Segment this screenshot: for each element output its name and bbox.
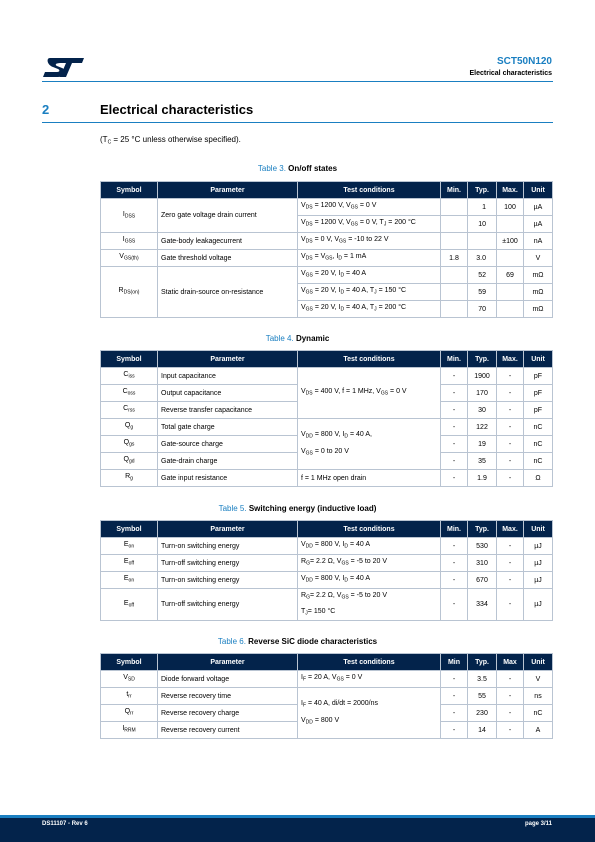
column-header: Unit — [524, 654, 553, 671]
typ-cell: 122 — [468, 419, 497, 436]
symbol-cell: $Q_{gd}$ — [101, 453, 158, 470]
typ-cell: 30 — [468, 402, 497, 419]
unit-cell: mΩ — [524, 267, 553, 284]
typ-cell: 1.9 — [468, 470, 497, 487]
min-cell: - — [441, 419, 468, 436]
unit-cell: µJ — [524, 538, 553, 555]
min-cell — [441, 301, 468, 318]
symbol-cell: $C_{oss}$ — [101, 385, 158, 402]
unit-cell: nC — [524, 453, 553, 470]
header-divider — [42, 81, 553, 82]
column-header: Parameter — [158, 521, 298, 538]
parameter-cell: Gate threshold voltage — [158, 250, 298, 267]
unit-cell: nA — [524, 233, 553, 250]
column-header: Symbol — [101, 182, 158, 199]
max-cell: - — [497, 402, 524, 419]
parameter-cell: Reverse recovery charge — [158, 705, 298, 722]
parameter-cell: Diode forward voltage — [158, 671, 298, 688]
min-cell — [441, 284, 468, 301]
parameter-cell: Turn-on switching energy — [158, 538, 298, 555]
unit-cell: µJ — [524, 572, 553, 589]
parameter-cell: Static drain-source on-resistance — [158, 267, 298, 318]
max-cell: - — [497, 722, 524, 739]
max-cell — [497, 250, 524, 267]
table-6-number: Table 6. — [217, 637, 246, 646]
section-divider — [42, 122, 553, 123]
column-header: Max. — [497, 521, 524, 538]
min-cell: - — [441, 436, 468, 453]
typ-cell: 35 — [468, 453, 497, 470]
max-cell: - — [497, 470, 524, 487]
column-header: Symbol — [101, 521, 158, 538]
min-cell — [441, 267, 468, 284]
footer-page-number: page 3/11 — [524, 821, 552, 827]
typ-cell: 59 — [468, 284, 497, 301]
table-row — [101, 233, 553, 250]
section-number: 2 — [42, 102, 50, 117]
table-dynamic — [100, 350, 553, 487]
parameter-cell: Reverse recovery time — [158, 688, 298, 705]
parameter-cell: Reverse transfer capacitance — [158, 402, 298, 419]
document-part-number: SCT50N120 — [496, 56, 552, 67]
column-header: Typ. — [468, 521, 497, 538]
min-cell: - — [441, 402, 468, 419]
symbol-cell: $R_g$ — [101, 470, 158, 487]
unit-cell: V — [524, 250, 553, 267]
table-row — [101, 267, 553, 284]
table-4-title: Dynamic — [295, 334, 330, 343]
max-cell — [497, 284, 524, 301]
test-conditions-cell: $V_{GS} = 20$ V, $I_D = 40$ A, $T_J = 200$ °C — [298, 301, 441, 318]
symbol-cell: $I_{RRM}$ — [101, 722, 158, 739]
unit-cell: nC — [524, 436, 553, 453]
symbol-cell: $Q_{gs}$ — [101, 436, 158, 453]
min-cell — [441, 216, 468, 233]
typ-cell: 670 — [468, 572, 497, 589]
header-section-name: Electrical characteristics — [469, 70, 552, 77]
table-row — [101, 589, 553, 621]
min-cell: - — [441, 368, 468, 385]
min-cell: - — [441, 722, 468, 739]
typ-cell: 52 — [468, 267, 497, 284]
min-cell: - — [441, 572, 468, 589]
table-row — [101, 470, 553, 487]
typ-cell: 1900 — [468, 368, 497, 385]
max-cell: 100 — [497, 199, 524, 216]
unit-cell: ns — [524, 688, 553, 705]
unit-cell: pF — [524, 402, 553, 419]
max-cell: - — [497, 419, 524, 436]
test-conditions-cell: $I_F = 20$ A, $V_{GS} = 0$ V — [298, 671, 441, 688]
parameter-cell: Gate-source charge — [158, 436, 298, 453]
test-conditions-cell: $V_{GS} = 20$ V, $I_D = 40$ A, $T_J = 150$ °C — [298, 284, 441, 301]
column-header: Parameter — [158, 351, 298, 368]
column-header: Unit — [524, 351, 553, 368]
column-header: Symbol — [101, 351, 158, 368]
parameter-cell: Total gate charge — [158, 419, 298, 436]
max-cell: - — [497, 572, 524, 589]
symbol-cell: $E_{off}$ — [101, 555, 158, 572]
table-row — [101, 572, 553, 589]
min-cell: - — [441, 385, 468, 402]
min-cell: - — [441, 555, 468, 572]
typ-cell: 19 — [468, 436, 497, 453]
typ-cell: 1 — [468, 199, 497, 216]
section-title: Electrical characteristics — [100, 102, 254, 117]
test-conditions-cell: $V_{DS} = V_{GS}$, $I_D = 1$ mA — [298, 250, 441, 267]
test-conditions-cell: $R_G= 2.2$ Ω, $V_{GS} = -5$ to 20 V $T_J= 150$ °C — [298, 589, 441, 621]
test-conditions-cell: $V_{DS} = 0$ V, $V_{GS} = -10$ to 22 V — [298, 233, 441, 250]
unit-cell: µJ — [524, 589, 553, 621]
parameter-cell: Turn-on switching energy — [158, 572, 298, 589]
table-6-caption — [0, 637, 595, 646]
test-conditions-cell: $V_{GS} = 20$ V, $I_D = 40$ A — [298, 267, 441, 284]
column-header: Max. — [497, 351, 524, 368]
min-cell: - — [441, 470, 468, 487]
test-conditions-cell: $V_{DS} = 400$ V, f = 1 MHz, $V_{GS} = 0$ V — [298, 368, 441, 419]
max-cell: - — [497, 453, 524, 470]
max-cell: ±100 — [497, 233, 524, 250]
symbol-cell: $t_{rr}$ — [101, 688, 158, 705]
column-header: Min. — [441, 351, 468, 368]
symbol-cell: $C_{rss}$ — [101, 402, 158, 419]
typ-cell: 10 — [468, 216, 497, 233]
table-3-title: On/off states — [288, 164, 338, 173]
test-conditions-cell: $R_G= 2.2$ Ω, $V_{GS} = -5$ to 20 V — [298, 555, 441, 572]
typ-cell: 310 — [468, 555, 497, 572]
parameter-cell: Turn-off switching energy — [158, 555, 298, 572]
typ-cell: 230 — [468, 705, 497, 722]
unit-cell: pF — [524, 368, 553, 385]
table-reverse-diode — [100, 653, 553, 739]
column-header: Test conditions — [298, 351, 441, 368]
table-5-caption — [0, 504, 595, 513]
column-header: Test conditions — [298, 521, 441, 538]
min-cell: - — [441, 705, 468, 722]
max-cell: - — [497, 671, 524, 688]
table-row — [101, 368, 553, 385]
parameter-cell: Gate-body leakagecurrent — [158, 233, 298, 250]
parameter-cell: Zero gate voltage drain current — [158, 199, 298, 233]
parameter-cell: Gate-drain charge — [158, 453, 298, 470]
parameter-cell: Input capacitance — [158, 368, 298, 385]
table-row — [101, 555, 553, 572]
max-cell: - — [497, 385, 524, 402]
column-header: Min — [441, 654, 468, 671]
max-cell: - — [497, 589, 524, 621]
symbol-cell: $E_{on}$ — [101, 538, 158, 555]
st-logo-icon — [42, 56, 86, 78]
table-4-caption — [0, 334, 595, 343]
unit-cell: Ω — [524, 470, 553, 487]
max-cell: - — [497, 436, 524, 453]
unit-cell: nC — [524, 419, 553, 436]
unit-cell: nC — [524, 705, 553, 722]
symbol-cell: $R_{DS(on)}$ — [101, 267, 158, 318]
symbol-cell: $V_{SD}$ — [101, 671, 158, 688]
column-header: Parameter — [158, 182, 298, 199]
symbol-cell: $V_{GS(th)}$ — [101, 250, 158, 267]
test-conditions-cell: $V_{DD} = 800$ V, $I_D = 40$ A, $V_{GS} = 0$ to 20 V — [298, 419, 441, 470]
min-cell — [441, 199, 468, 216]
symbol-cell: $E_{on}$ — [101, 572, 158, 589]
typ-cell: 530 — [468, 538, 497, 555]
symbol-cell: $Q_g$ — [101, 419, 158, 436]
typ-cell: 55 — [468, 688, 497, 705]
min-cell: - — [441, 453, 468, 470]
typ-cell: 3.0 — [468, 250, 497, 267]
column-header: Test conditions — [298, 654, 441, 671]
min-cell — [441, 233, 468, 250]
min-cell: - — [441, 538, 468, 555]
parameter-cell: Gate input resistance — [158, 470, 298, 487]
table-row — [101, 419, 553, 436]
test-conditions-cell: $V_{DS} = 1200$ V, $V_{GS} = 0$ V — [298, 199, 441, 216]
typ-cell — [468, 233, 497, 250]
parameter-cell: Turn-off switching energy — [158, 589, 298, 621]
test-conditions-cell: $V_{DD} = 800$ V, $I_D = 40$ A — [298, 572, 441, 589]
table-row — [101, 199, 553, 216]
min-cell: 1.8 — [441, 250, 468, 267]
max-cell: - — [497, 538, 524, 555]
max-cell: - — [497, 705, 524, 722]
table-on-off-states — [100, 181, 553, 318]
max-cell: - — [497, 555, 524, 572]
parameter-cell: Reverse recovery current — [158, 722, 298, 739]
footer-document-id: DS11107 - Rev 6 — [42, 821, 88, 827]
unit-cell: A — [524, 722, 553, 739]
table-switching-energy — [100, 520, 553, 621]
column-header: Parameter — [158, 654, 298, 671]
max-cell: - — [497, 688, 524, 705]
test-conditions-cell: $I_F = 40$ A, di/dt = 2000/ns $V_{DD} = 800$ V — [298, 688, 441, 739]
symbol-cell: $E_{off}$ — [101, 589, 158, 621]
unit-cell: mΩ — [524, 284, 553, 301]
column-header: Unit — [524, 182, 553, 199]
footer-bar — [0, 818, 595, 842]
column-header: Typ. — [468, 351, 497, 368]
symbol-cell: $I_{DSS}$ — [101, 199, 158, 233]
symbol-cell: $I_{GSS}$ — [101, 233, 158, 250]
table-row — [101, 688, 553, 705]
unit-cell: µA — [524, 199, 553, 216]
typ-cell: 334 — [468, 589, 497, 621]
table-5-number: Table 5. — [218, 504, 247, 513]
column-header: Max. — [497, 182, 524, 199]
unit-cell: V — [524, 671, 553, 688]
typ-cell: 170 — [468, 385, 497, 402]
column-header: Test conditions — [298, 182, 441, 199]
table-3-caption — [0, 164, 595, 173]
max-cell: - — [497, 368, 524, 385]
typ-cell: 14 — [468, 722, 497, 739]
typ-cell: 70 — [468, 301, 497, 318]
min-cell: - — [441, 671, 468, 688]
max-cell: 69 — [497, 267, 524, 284]
table-6-title: Reverse SiC diode characteristics — [248, 637, 378, 646]
test-conditions-cell: $V_{DS} = 1200$ V, $V_{GS} = 0$ V, $T_J = 200$ °C — [298, 216, 441, 233]
table-row — [101, 538, 553, 555]
table-4-number: Table 4. — [265, 334, 294, 343]
table-row — [101, 671, 553, 688]
column-header: Min. — [441, 521, 468, 538]
column-header: Typ. — [468, 182, 497, 199]
parameter-cell: Output capacitance — [158, 385, 298, 402]
column-header: Min. — [441, 182, 468, 199]
min-cell: - — [441, 688, 468, 705]
section-note: ($T_C = 25$ °C unless otherwise specified). — [100, 135, 241, 146]
column-header: Max — [497, 654, 524, 671]
table-5-title: Switching energy (inductive load) — [248, 504, 377, 513]
max-cell — [497, 301, 524, 318]
symbol-cell: $C_{iss}$ — [101, 368, 158, 385]
min-cell: - — [441, 589, 468, 621]
symbol-cell: $Q_{rr}$ — [101, 705, 158, 722]
test-conditions-cell: $V_{DD} = 800$ V, $I_D = 40$ A — [298, 538, 441, 555]
unit-cell: mΩ — [524, 301, 553, 318]
unit-cell: pF — [524, 385, 553, 402]
table-3-number: Table 3. — [257, 164, 286, 173]
test-conditions-cell: f = 1 MHz open drain — [298, 470, 441, 487]
column-header: Unit — [524, 521, 553, 538]
typ-cell: 3.5 — [468, 671, 497, 688]
unit-cell: µA — [524, 216, 553, 233]
max-cell — [497, 216, 524, 233]
table-row — [101, 250, 553, 267]
column-header: Typ. — [468, 654, 497, 671]
column-header: Symbol — [101, 654, 158, 671]
unit-cell: µJ — [524, 555, 553, 572]
